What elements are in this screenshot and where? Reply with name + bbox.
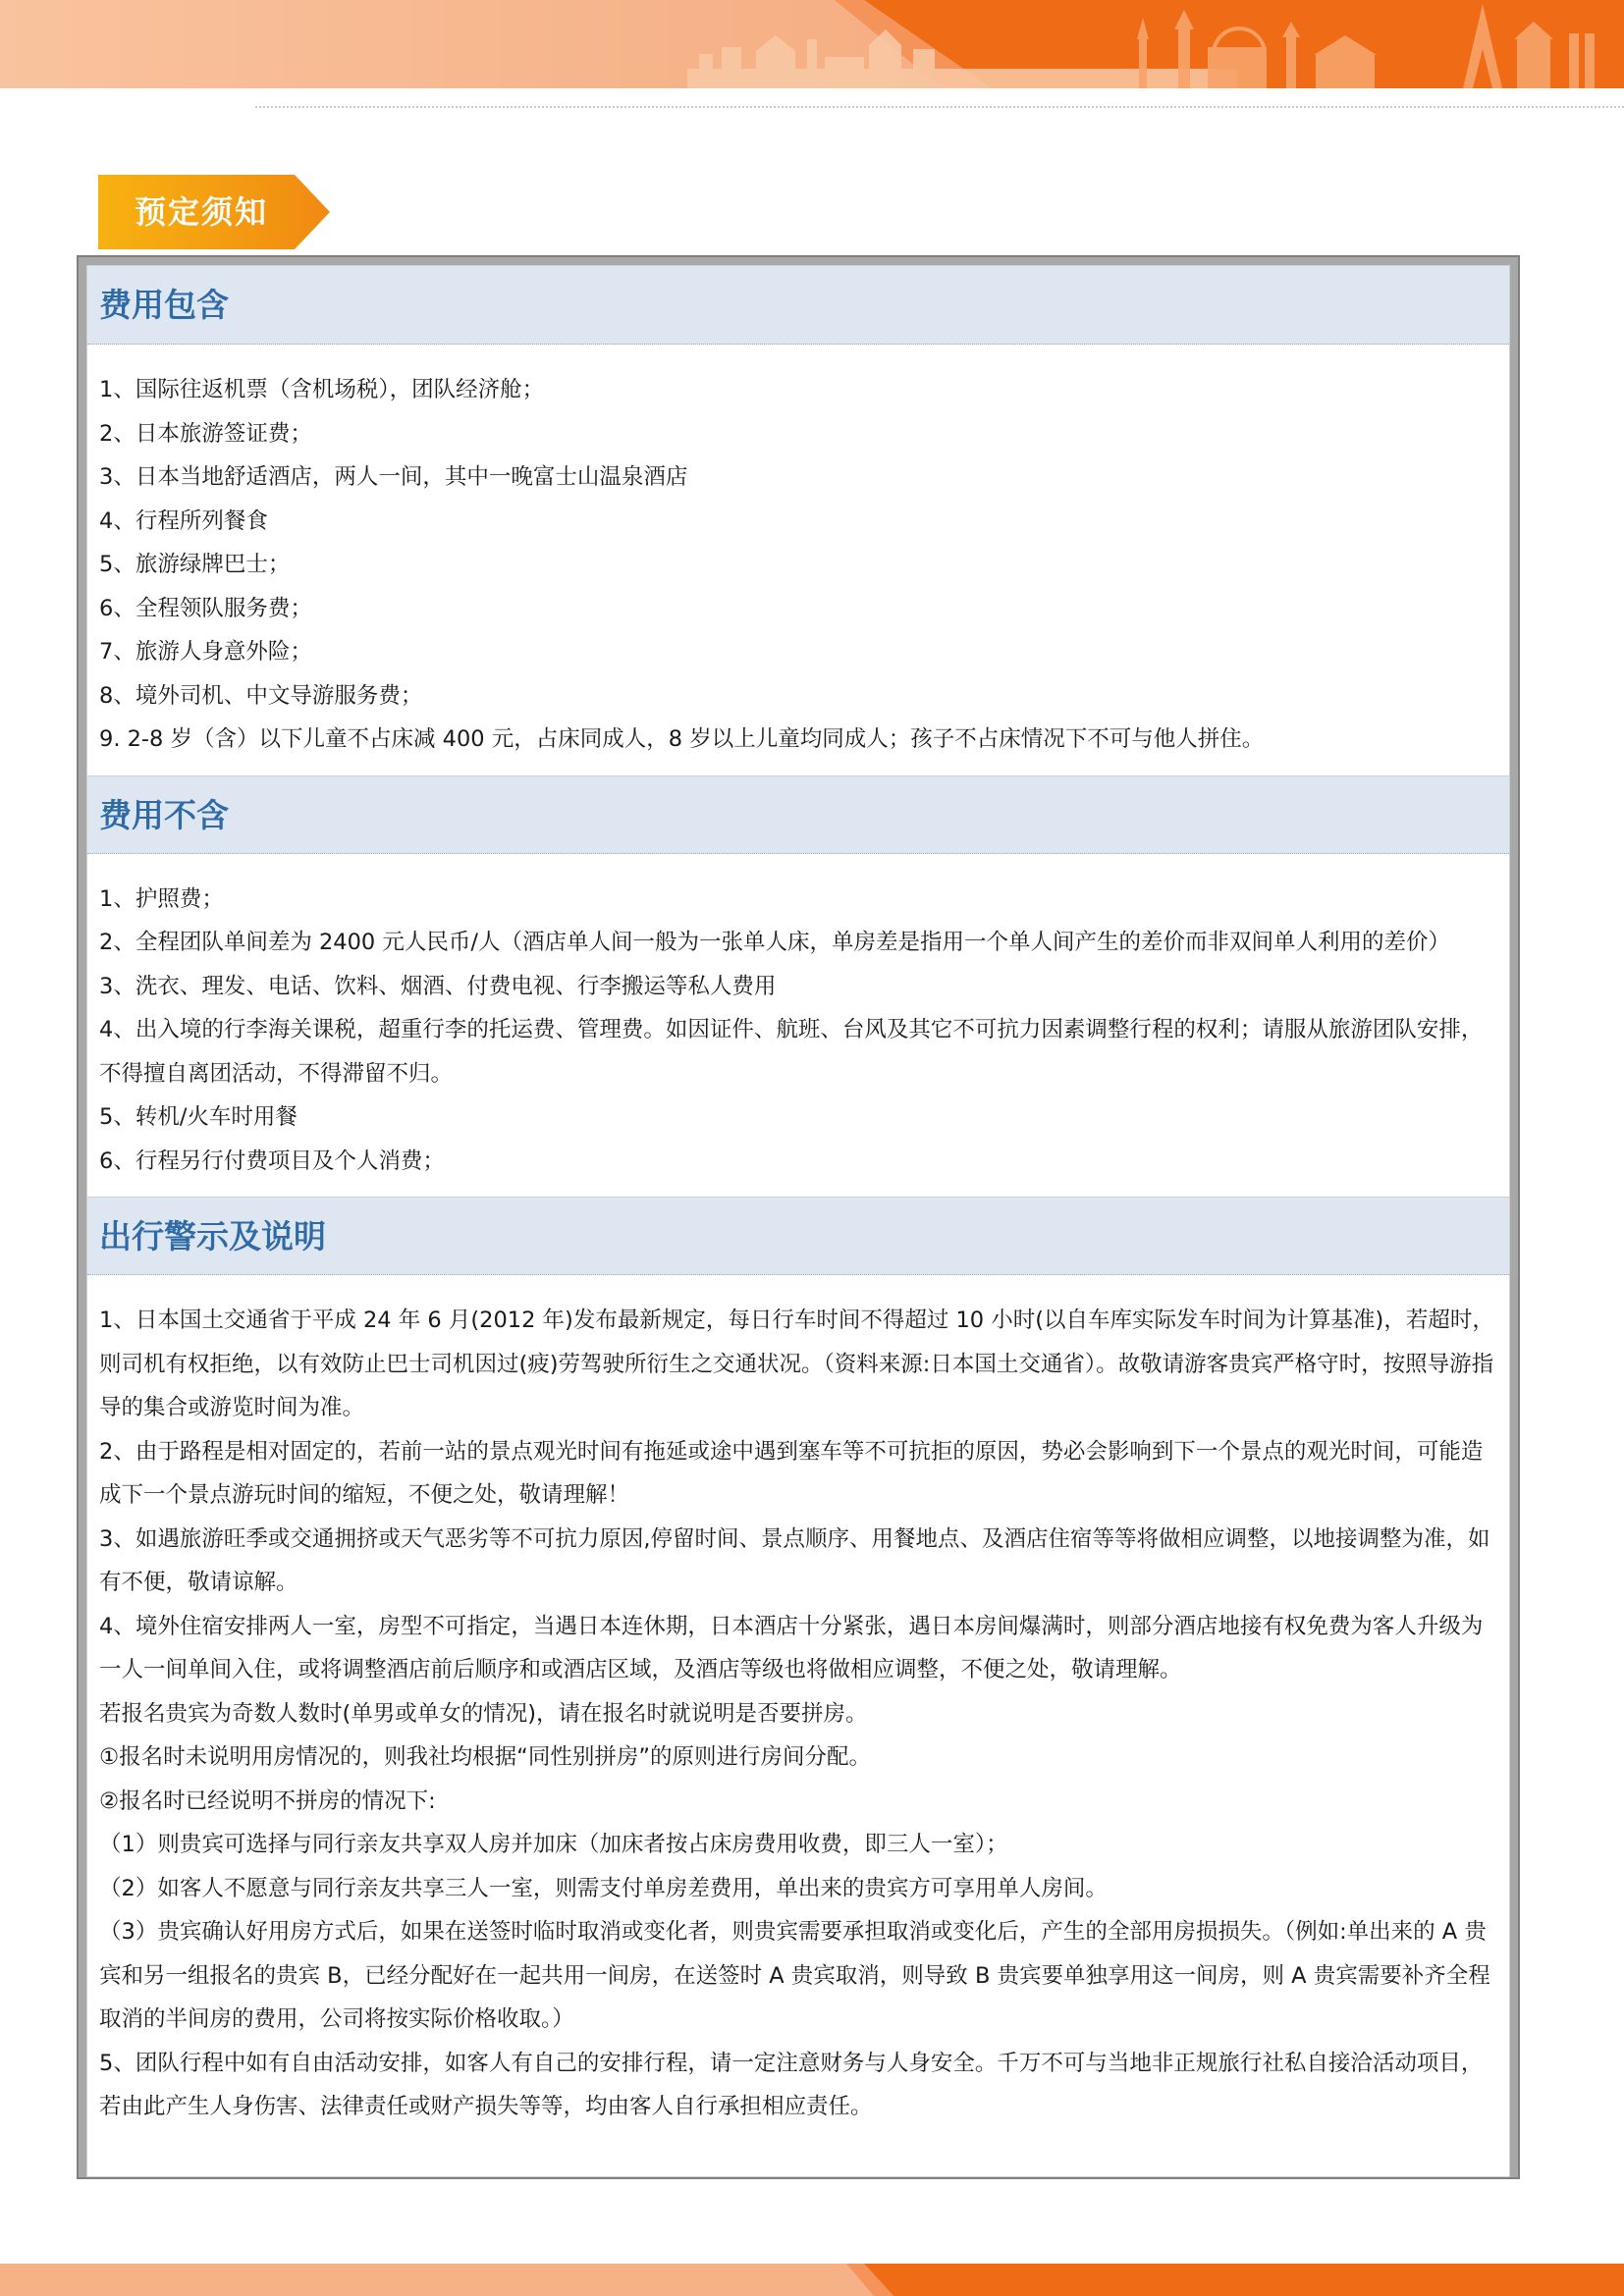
list-item: （3）贵宾确认好用房方式后，如果在送签时临时取消或变化者，则贵宾需要承担取消或变化后，产生的全部用房损损失。（例如:单出来的 A 贵宾和另一组报名的贵宾 B，已经分配好在一起共用一间房，在送签时 A 贵宾取消，则导致 B 贵宾要单独享用这一间房，则 A 贵宾需要补齐全程取消的半间房的费用，公司将按实际价格收取。）: [99, 1919, 1490, 2032]
list-item: （1）则贵宾可选择与同行亲友共享双人房并加床（加床者按占床房费用收费，即三人一室）；: [99, 1832, 1008, 1857]
list-item: 7、旅游人身意外险；: [99, 639, 312, 665]
header-dotted-divider: [255, 106, 1624, 108]
section-heading-travel-warnings: 出行警示及说明: [87, 1197, 1509, 1275]
bottom-banner: [0, 2264, 1624, 2296]
list-item: 8、境外司机、中文导游服务费；: [99, 682, 423, 709]
list-item: 4、境外住宿安排两人一室，房型不可指定，当遇日本连休期，日本酒店十分紧张，遇日本房间爆满时，则部分酒店地接有权免费为客人升级为一人一间单间入住，或将调整酒店前后顺序和或酒店区域，及酒店等级也将做相应调整，不便之处，敬请理解。: [99, 1613, 1484, 1682]
list-item: （2）如客人不愿意与同行亲友共享三人一室，则需支付单房差费用，单出来的贵宾方可享用单人房间。: [99, 1875, 1108, 1901]
list-item: 5、转机/火车时用餐: [99, 1104, 298, 1130]
list-item: 4、出入境的行李海关课税，超重行李的托运费、管理费。如因证件、航班、台风及其它不可抗力因素调整行程的权利；请服从旅游团队安排，不得擅自离团活动，不得滞留不归。: [99, 1017, 1484, 1087]
list-item: 2、由于路程是相对固定的，若前一站的景点观光时间有拖延或途中遇到塞车等不可抗拒的原因，势必会影响到下一个景点的观光时间，可能造成下一个景点游玩时间的缩短，不便之处，敬请理解！: [99, 1438, 1484, 1508]
booking-notice-tag: [98, 175, 330, 249]
section-body-travel-warnings: [87, 1275, 1509, 2143]
list-item: 2、全程团队单间差为 2400 元人民币/人（酒店单人间一般为一张单人床，单房差是指用一个单人间产生的差价而非双间单人利用的差价）: [99, 930, 1450, 955]
notice-content: [86, 265, 1510, 2177]
list-item: 1、日本国土交通省于平成 24 年 6 月(2012 年)发布最新规定，每日行车时间不得超过 10 小时(以自车库实际发车时间为计算基准)，若超时，则司机有权拒绝，以有效防止巴士司机因过(疲)劳驾驶所衍生之交通状况。（资料来源:日本国土交通省）。故敬请游客贵宾严格守时，按照导游指导的集合或游览时间为准。: [99, 1308, 1494, 1420]
list-item: 5、团队行程中如有自由活动安排，如客人有自己的安排行程，请一定注意财务与人身安全。千万不可与当地非正规旅行社私自接洽活动项目，若由此产生人身伤害、法律责任或财产损失等等，均由客人自行承担相应责任。: [99, 2050, 1484, 2119]
booking-notice-title: 预定须知: [134, 193, 268, 231]
list-item: ②报名时已经说明不拼房的情况下:: [99, 1788, 436, 1814]
list-item: 若报名贵宾为奇数人数时(单男或单女的情况)，请在报名时就说明是否要拼房。: [99, 1700, 868, 1727]
notice-frame: [77, 255, 1520, 2179]
top-banner: [0, 0, 1624, 88]
list-item: 2、日本旅游签证费；: [99, 420, 312, 447]
section-body-fee-excluded: [87, 854, 1509, 1198]
list-item: 6、行程另行付费项目及个人消费；: [99, 1148, 445, 1174]
section-heading-fee-excluded: 费用不含: [87, 775, 1509, 854]
list-item: 3、如遇旅游旺季或交通拥挤或天气恶劣等不可抗力原因,停留时间、景点顺序、用餐地点、及酒店住宿等等将做相应调整，以地接调整为准，如有不便，敬请谅解。: [99, 1525, 1490, 1595]
list-item: 1、国际往返机票（含机场税），团队经济舱；: [99, 377, 545, 402]
list-item: 3、洗衣、理发、电话、饮料、烟酒、付费电视、行李搬运等私人费用: [99, 973, 777, 999]
section-heading-fee-included: 费用包含: [87, 266, 1509, 345]
section-body-fee-included: [87, 345, 1509, 775]
list-item: 3、日本当地舒适酒店，两人一间，其中一晚富士山温泉酒店: [99, 464, 688, 490]
list-item: 5、旅游绿牌巴士；: [99, 552, 291, 577]
list-item: 4、行程所列餐食: [99, 507, 268, 534]
list-item: 1、护照费；: [99, 885, 224, 912]
list-item: 9. 2-8 岁（含）以下儿童不占床减 400 元，占床同成人，8 岁以上儿童均同成人；孩子不占床情况下不可与他人拼住。: [99, 726, 1265, 752]
list-item: 6、全程领队服务费；: [99, 595, 312, 621]
list-item: ①报名时未说明用房情况的，则我社均根据“同性别拼房”的原则进行房间分配。: [99, 1744, 871, 1770]
